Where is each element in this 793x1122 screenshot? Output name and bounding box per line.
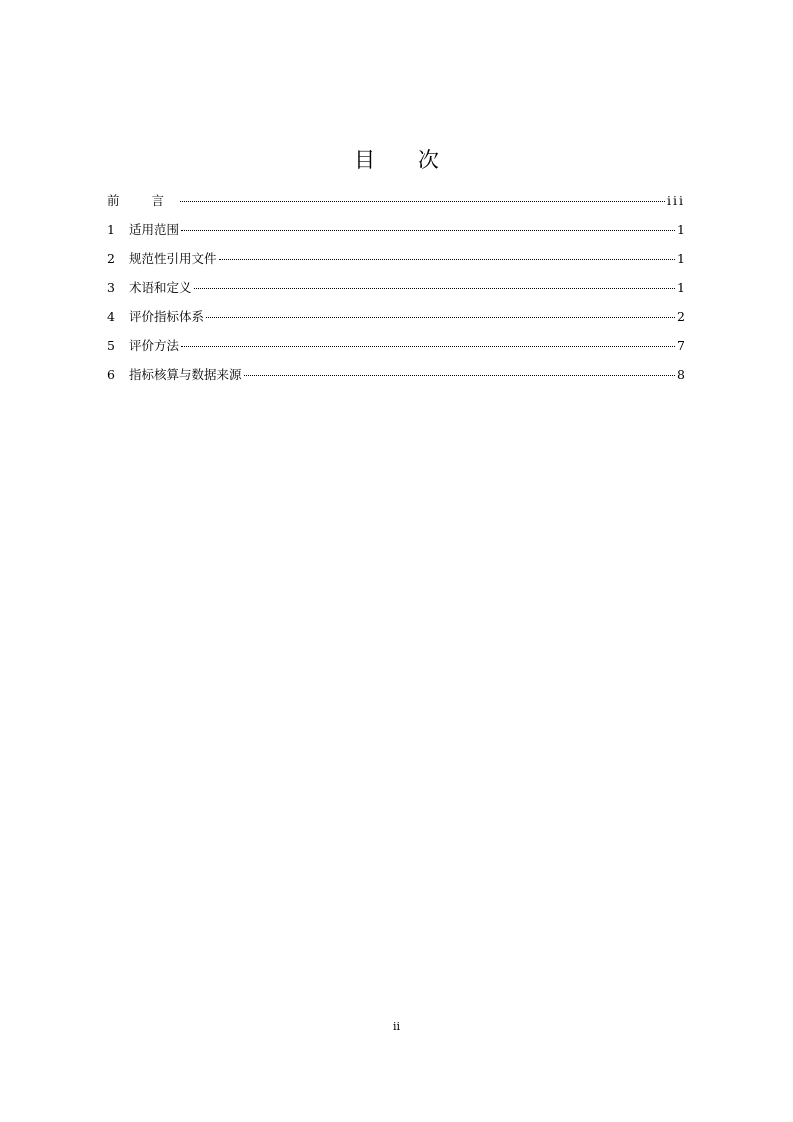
toc-entry-page: 1	[677, 222, 685, 237]
toc-entry-terms-definitions[interactable]	[107, 277, 685, 306]
toc-entry-label: 指标核算与数据来源	[129, 367, 242, 382]
table-of-contents	[107, 190, 685, 393]
toc-entry-label: 前 言	[107, 193, 178, 208]
toc-entry-normative-references[interactable]	[107, 248, 685, 277]
toc-entry-number: 2	[107, 251, 115, 266]
toc-entry-number: 5	[107, 338, 115, 353]
toc-entry-page: 1	[677, 251, 685, 266]
toc-entry-label: 评价指标体系	[129, 309, 205, 324]
toc-entry-indicator-accounting[interactable]	[107, 364, 685, 393]
toc-entry-number: 1	[107, 222, 115, 237]
dot-leader	[181, 346, 675, 347]
toc-entry-page: 1	[677, 280, 685, 295]
toc-entry-label: 规范性引用文件	[129, 251, 217, 266]
toc-entry-evaluation-method[interactable]	[107, 335, 685, 364]
toc-entry-number: 6	[107, 367, 115, 382]
toc-entry-page: 8	[677, 367, 685, 382]
toc-entry-foreword[interactable]	[107, 190, 685, 219]
dot-leader	[219, 259, 676, 260]
footer-page-number: ii	[392, 1020, 401, 1033]
toc-entry-label: 评价方法	[129, 338, 180, 353]
dot-leader	[244, 375, 676, 376]
toc-entry-label: 适用范围	[129, 222, 180, 237]
toc-entry-label: 术语和定义	[129, 280, 192, 295]
dot-leader	[180, 201, 665, 202]
toc-entry-scope[interactable]	[107, 219, 685, 248]
dot-leader	[194, 288, 676, 289]
toc-title: 目 次	[354, 148, 457, 172]
dot-leader	[181, 230, 675, 231]
toc-entry-page: iii	[667, 193, 685, 208]
toc-entry-page: 2	[677, 309, 685, 324]
toc-entry-indicator-system[interactable]	[107, 306, 685, 335]
toc-entry-number: 3	[107, 280, 115, 295]
toc-entry-page: 7	[677, 338, 685, 353]
dot-leader	[206, 317, 675, 318]
toc-entry-number: 4	[107, 309, 115, 324]
